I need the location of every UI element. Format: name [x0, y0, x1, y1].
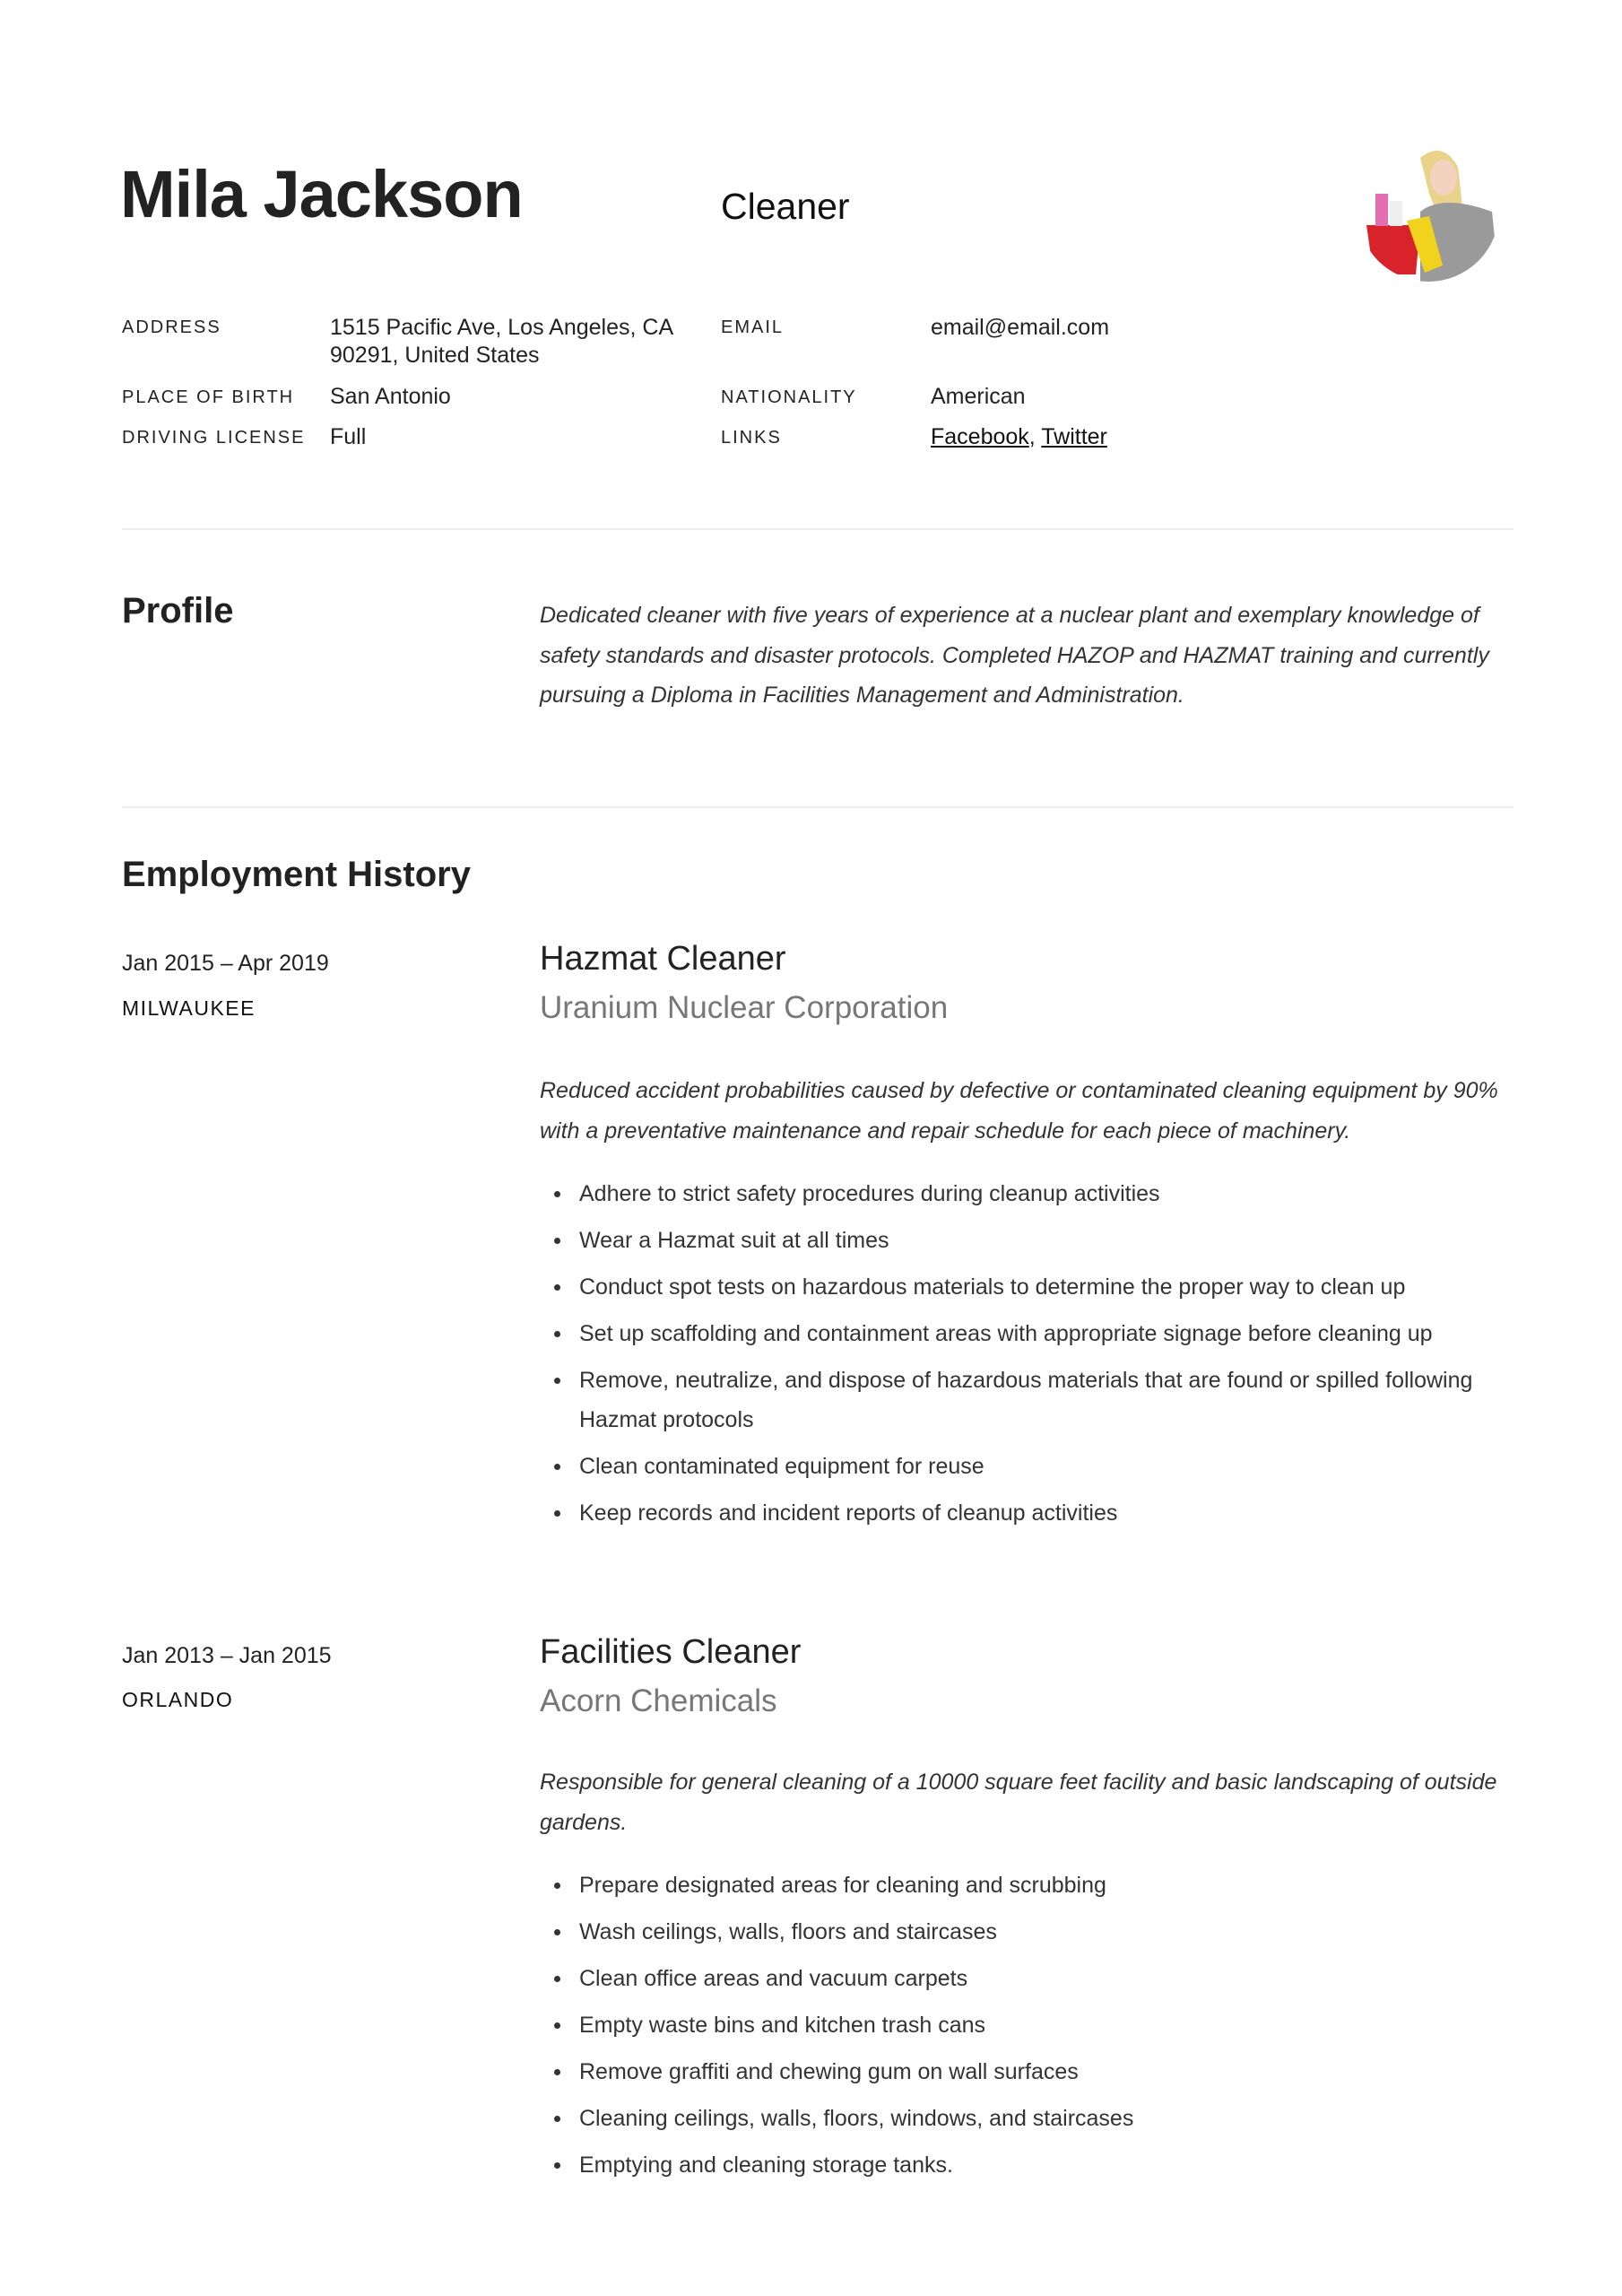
email-value: email@email.com [931, 315, 1110, 340]
job-role: Cleaner [721, 186, 850, 227]
profile-line: safety standards and disaster protocols. Completed HAZOP and HAZMAT training and currently [540, 642, 1489, 668]
job-company: Uranium Nuclear Corporation [540, 990, 949, 1025]
divider [122, 528, 1514, 530]
job-title: Facilities Cleaner [540, 1633, 802, 1671]
list-item: Remove, neutralize, and dispose of hazardous materials that are found or spilled following Hazmat protocols [540, 1361, 1517, 1439]
list-item: Clean contaminated equipment for reuse [540, 1447, 1517, 1486]
summary-line: with a preventative maintenance and repair schedule for each piece of machinery. [540, 1118, 1351, 1144]
job-dates: Jan 2013 – Jan 2015 [122, 1643, 332, 1668]
employment-heading: Employment History [122, 855, 471, 894]
profile-text [540, 596, 1517, 716]
profile-line: Dedicated cleaner with five years of experience at a nuclear plant and exemplary knowledge of [540, 603, 1479, 628]
divider [122, 806, 1514, 808]
list-item: Remove graffiti and chewing gum on wall surfaces [540, 2052, 1517, 2092]
summary-line: Reduced accident probabilities caused by defective or contaminated cleaning equipment by 90% [540, 1078, 1498, 1103]
profile-photo [1357, 140, 1499, 282]
links-value [931, 422, 1107, 451]
address-line2: 90291, United States [330, 343, 540, 368]
list-item: Set up scaffolding and containment areas with appropriate signage before cleaning up [540, 1314, 1517, 1353]
list-item: Conduct spot tests on hazardous materials to determine the proper way to clean up [540, 1267, 1517, 1307]
link-separator: , [1028, 424, 1036, 449]
list-item: Wash ceilings, walls, floors and staircases [540, 1912, 1517, 1952]
birth-label: PLACE OF BIRTH [122, 387, 295, 407]
summary-line: gardens. [540, 1809, 628, 1835]
profile-heading: Profile [122, 591, 234, 631]
list-item: Emptying and cleaning storage tanks. [540, 2145, 1517, 2185]
job-company: Acorn Chemicals [540, 1683, 777, 1718]
birth-value: San Antonio [330, 384, 451, 409]
license-label: DRIVING LICENSE [122, 428, 306, 448]
list-item: Wear a Hazmat suit at all times [540, 1221, 1517, 1260]
job-city: ORLANDO [122, 1688, 234, 1711]
list-item: Clean office areas and vacuum carpets [540, 1959, 1517, 1998]
nationality-value: American [931, 384, 1026, 409]
nationality-label: NATIONALITY [721, 387, 857, 407]
list-item: Keep records and incident reports of cleanup activities [540, 1493, 1517, 1533]
job-dates: Jan 2015 – Apr 2019 [122, 951, 329, 976]
job-city: MILWAUKEE [122, 996, 256, 1020]
job-summary [540, 1071, 1517, 1151]
list-item: Adhere to strict safety procedures during cleanup activities [540, 1174, 1517, 1213]
job-duties [540, 1866, 1517, 2192]
list-item: Empty waste bins and kitchen trash cans [540, 2005, 1517, 2045]
list-item: Cleaning ceilings, walls, floors, windows, and staircases [540, 2099, 1517, 2138]
license-value: Full [330, 424, 367, 449]
address-label: ADDRESS [122, 317, 221, 337]
candidate-name: Mila Jackson [120, 157, 523, 231]
job-title: Hazmat Cleaner [540, 940, 786, 978]
job-duties [540, 1174, 1517, 1540]
twitter-link[interactable]: Twitter [1041, 424, 1107, 449]
links-label: LINKS [721, 428, 782, 448]
job-summary [540, 1762, 1517, 1842]
list-item: Prepare designated areas for cleaning and scrubbing [540, 1866, 1517, 1905]
email-label: EMAIL [721, 317, 785, 337]
profile-line: pursuing a Diploma in Facilities Management and Administration. [540, 683, 1184, 708]
facebook-link[interactable]: Facebook [931, 424, 1029, 449]
summary-line: Responsible for general cleaning of a 10000 square feet facility and basic landscaping of outside [540, 1770, 1497, 1795]
address-line1: 1515 Pacific Ave, Los Angeles, CA [330, 315, 674, 340]
